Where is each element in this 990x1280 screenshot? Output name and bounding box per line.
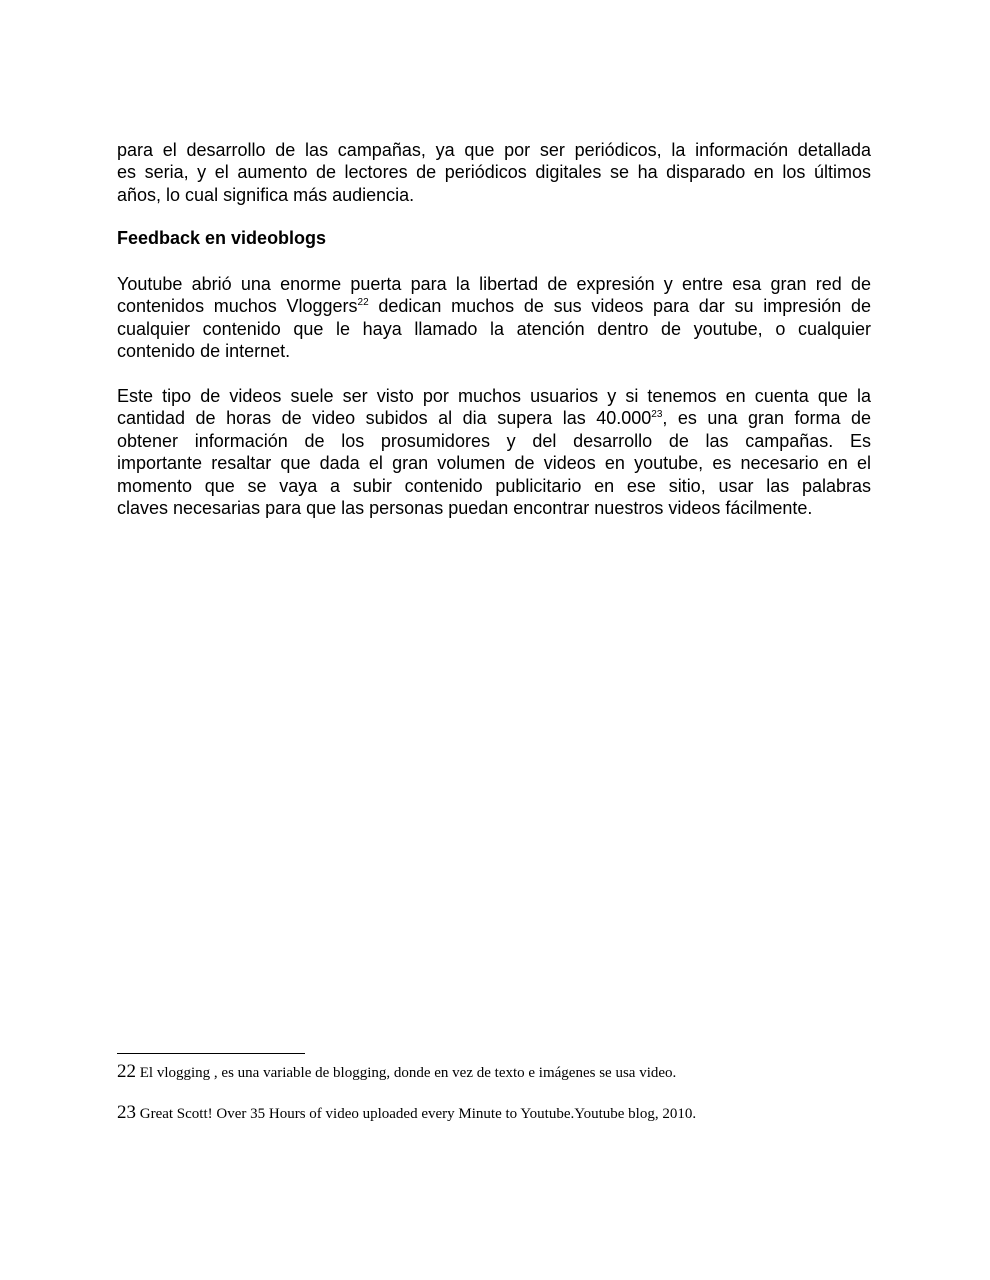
text-line: cualquier contenido que le haya llamado la atención dentro de youtube, o cualquier [117, 318, 871, 339]
text-line: Este tipo de videos suele ser visto por muchos usuarios y si tenemos en cuenta que la [117, 386, 871, 406]
footnote-text: Great Scott! Over 35 Hours of video uploaded every Minute to Youtube.Youtube blog, 2010. [136, 1106, 697, 1122]
text-line: contenido de internet. [117, 341, 291, 362]
footnote [117, 1061, 676, 1083]
text-segment: cantidad de horas de video subidos al dia supera las 40.000 [117, 408, 652, 429]
footnote [117, 1102, 696, 1124]
footnote-ref: 23 [651, 409, 663, 421]
footnote-divider [117, 1053, 305, 1054]
text-line: momento que se vaya a subir contenido publicitario en ese sitio, usar las palabras [117, 475, 871, 496]
text-segment: contenidos muchos Vloggers [117, 296, 358, 317]
section-heading: Feedback en videoblogs [117, 228, 327, 248]
text-line [117, 407, 871, 429]
text-segment: dedican muchos de sus videos para dar su impresión de [368, 296, 871, 317]
text-line: años, lo cual significa más audiencia. [117, 184, 415, 205]
paragraph-intro [117, 139, 871, 206]
text-line: es seria, y el aumento de lectores de periódicos digitales se ha disparado en los últimos [117, 162, 871, 183]
paragraph-videos [117, 385, 871, 519]
text-segment: , es una gran forma de [662, 408, 872, 429]
text-line: Youtube abrió una enorme puerta para la libertad de expresión y entre esa gran red de [117, 274, 871, 294]
footnote-ref: 22 [357, 297, 369, 309]
text-line: obtener información de los prosumidores y del desarrollo de las campañas. Es [117, 430, 871, 451]
footnote-text: El vlogging , es una variable de blogging, donde en vez de texto e imágenes se usa video. [136, 1065, 677, 1081]
text-line: para el desarrollo de las campañas, ya que por ser periódicos, la información detallada [117, 140, 871, 160]
text-line: claves necesarias para que las personas puedan encontrar nuestros videos fácilmente. [117, 497, 813, 518]
footnote-number: 22 [117, 1061, 136, 1082]
paragraph-youtube [117, 273, 871, 363]
text-line: importante resaltar que dada el gran volumen de videos en youtube, es necesario en el [117, 453, 871, 474]
footnote-number: 23 [117, 1102, 136, 1123]
text-line [117, 295, 871, 317]
